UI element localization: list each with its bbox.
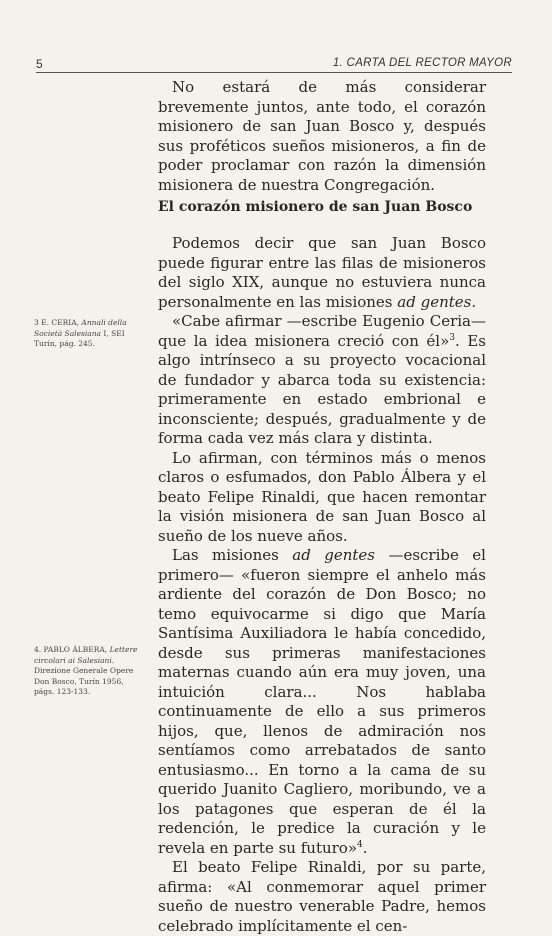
body-text bbox=[158, 234, 486, 936]
intro-text: No estará de más considerar brevemente juntos, ante todo, el corazón misionero de san Juan Bosco y, después sus proféticos sueños misioneros, a fin de poder proclamar con razón la dimensión misionera de nuestra Congregación. bbox=[158, 78, 486, 194]
footnote-4-title: Lettere circolari ai Salesiani. bbox=[34, 645, 138, 665]
section-heading: El corazón misionero de san Juan Bosco bbox=[158, 199, 473, 215]
footnote-ref-4: 4 bbox=[357, 839, 363, 850]
paragraph-1-italic: ad gentes. bbox=[397, 292, 477, 311]
footnote-4-author: 4. PABLO ÁLBERA, bbox=[34, 645, 108, 654]
footnote-3-rest: I, SEI Turín, pág. 245. bbox=[34, 328, 125, 348]
intro-paragraph bbox=[158, 78, 486, 195]
header-rule bbox=[36, 72, 512, 73]
paragraph-4-text-a: Las misiones bbox=[172, 546, 279, 564]
footnote-ref-3: 3 bbox=[449, 332, 456, 343]
paragraph-2-text-a: «Cabe afirmar —escribe Eugenio Ceria— que la idea misionera creció con él» bbox=[158, 312, 486, 350]
paragraph-2 bbox=[158, 312, 486, 449]
paragraph-5: El beato Felipe Rinaldi, por su parte, afirma: «Al conmemorar aquel primer sueño de nuestro venerable Padre, hemos celebrado implícitamente el cen- bbox=[158, 858, 486, 935]
footnote-4 bbox=[34, 645, 144, 698]
paragraph-1-text: Podemos decir que san Juan Bosco puede figurar entre las filas de misioneros del siglo XIX, aunque no estuviera nunca personalmente en las misiones bbox=[158, 234, 486, 311]
footnote-3-title: Annali della Società Salesiana bbox=[34, 318, 127, 338]
paragraph-4-text-c: . bbox=[362, 838, 368, 857]
paragraph-3: Lo afirman, con términos más o menos claros o esfumados, don Pablo Álbera y el beato Felipe Rinaldi, que hacen remontar la visión misionera de san Juan Bosco al sueño de los nueve años. bbox=[158, 448, 486, 545]
page-number: 5 bbox=[36, 57, 43, 71]
paragraph-1 bbox=[158, 234, 486, 312]
paragraph-4-italic: ad gentes bbox=[292, 546, 375, 564]
footnote-3 bbox=[34, 318, 144, 350]
paragraph-2-text-b: . Es algo intrínseco a su proyecto vocacional de fundador y abarca toda su existencia: primeramente en estado embrional e inconsciente; después, gradualmente y de forma cada vez más clara y distinta. bbox=[158, 331, 486, 447]
paragraph-4 bbox=[158, 546, 486, 858]
paragraph-4-text-b: —escribe el primero— «fueron siempre el anhelo más ardiente del corazón de Don Bosco; no temo equivocarme si digo que María Santísima Auxiliadora le había concedido, desde sus primeras manifestaciones maternas cuando aún era muy joven, una intuición clara... Nos hablaba continuamente de ello a sus primeros hijos, que, llenos de admiración nos sentíamos como arrebatados de santo entusiasmo... En torno a la cama de su querido Juanito Cagliero, moribundo, ve a los patagones que esperan de él la redención, le predice la curación y le revela en parte su futuro» bbox=[158, 546, 486, 857]
footnote-3-author: 3 E. CERIA, bbox=[34, 318, 80, 327]
footnote-4-rest: Direzione Generale Opere Don Bosco, Turín 1956, págs. 123-133. bbox=[34, 666, 134, 696]
running-title: 1. CARTA DEL RECTOR MAYOR bbox=[332, 57, 512, 69]
